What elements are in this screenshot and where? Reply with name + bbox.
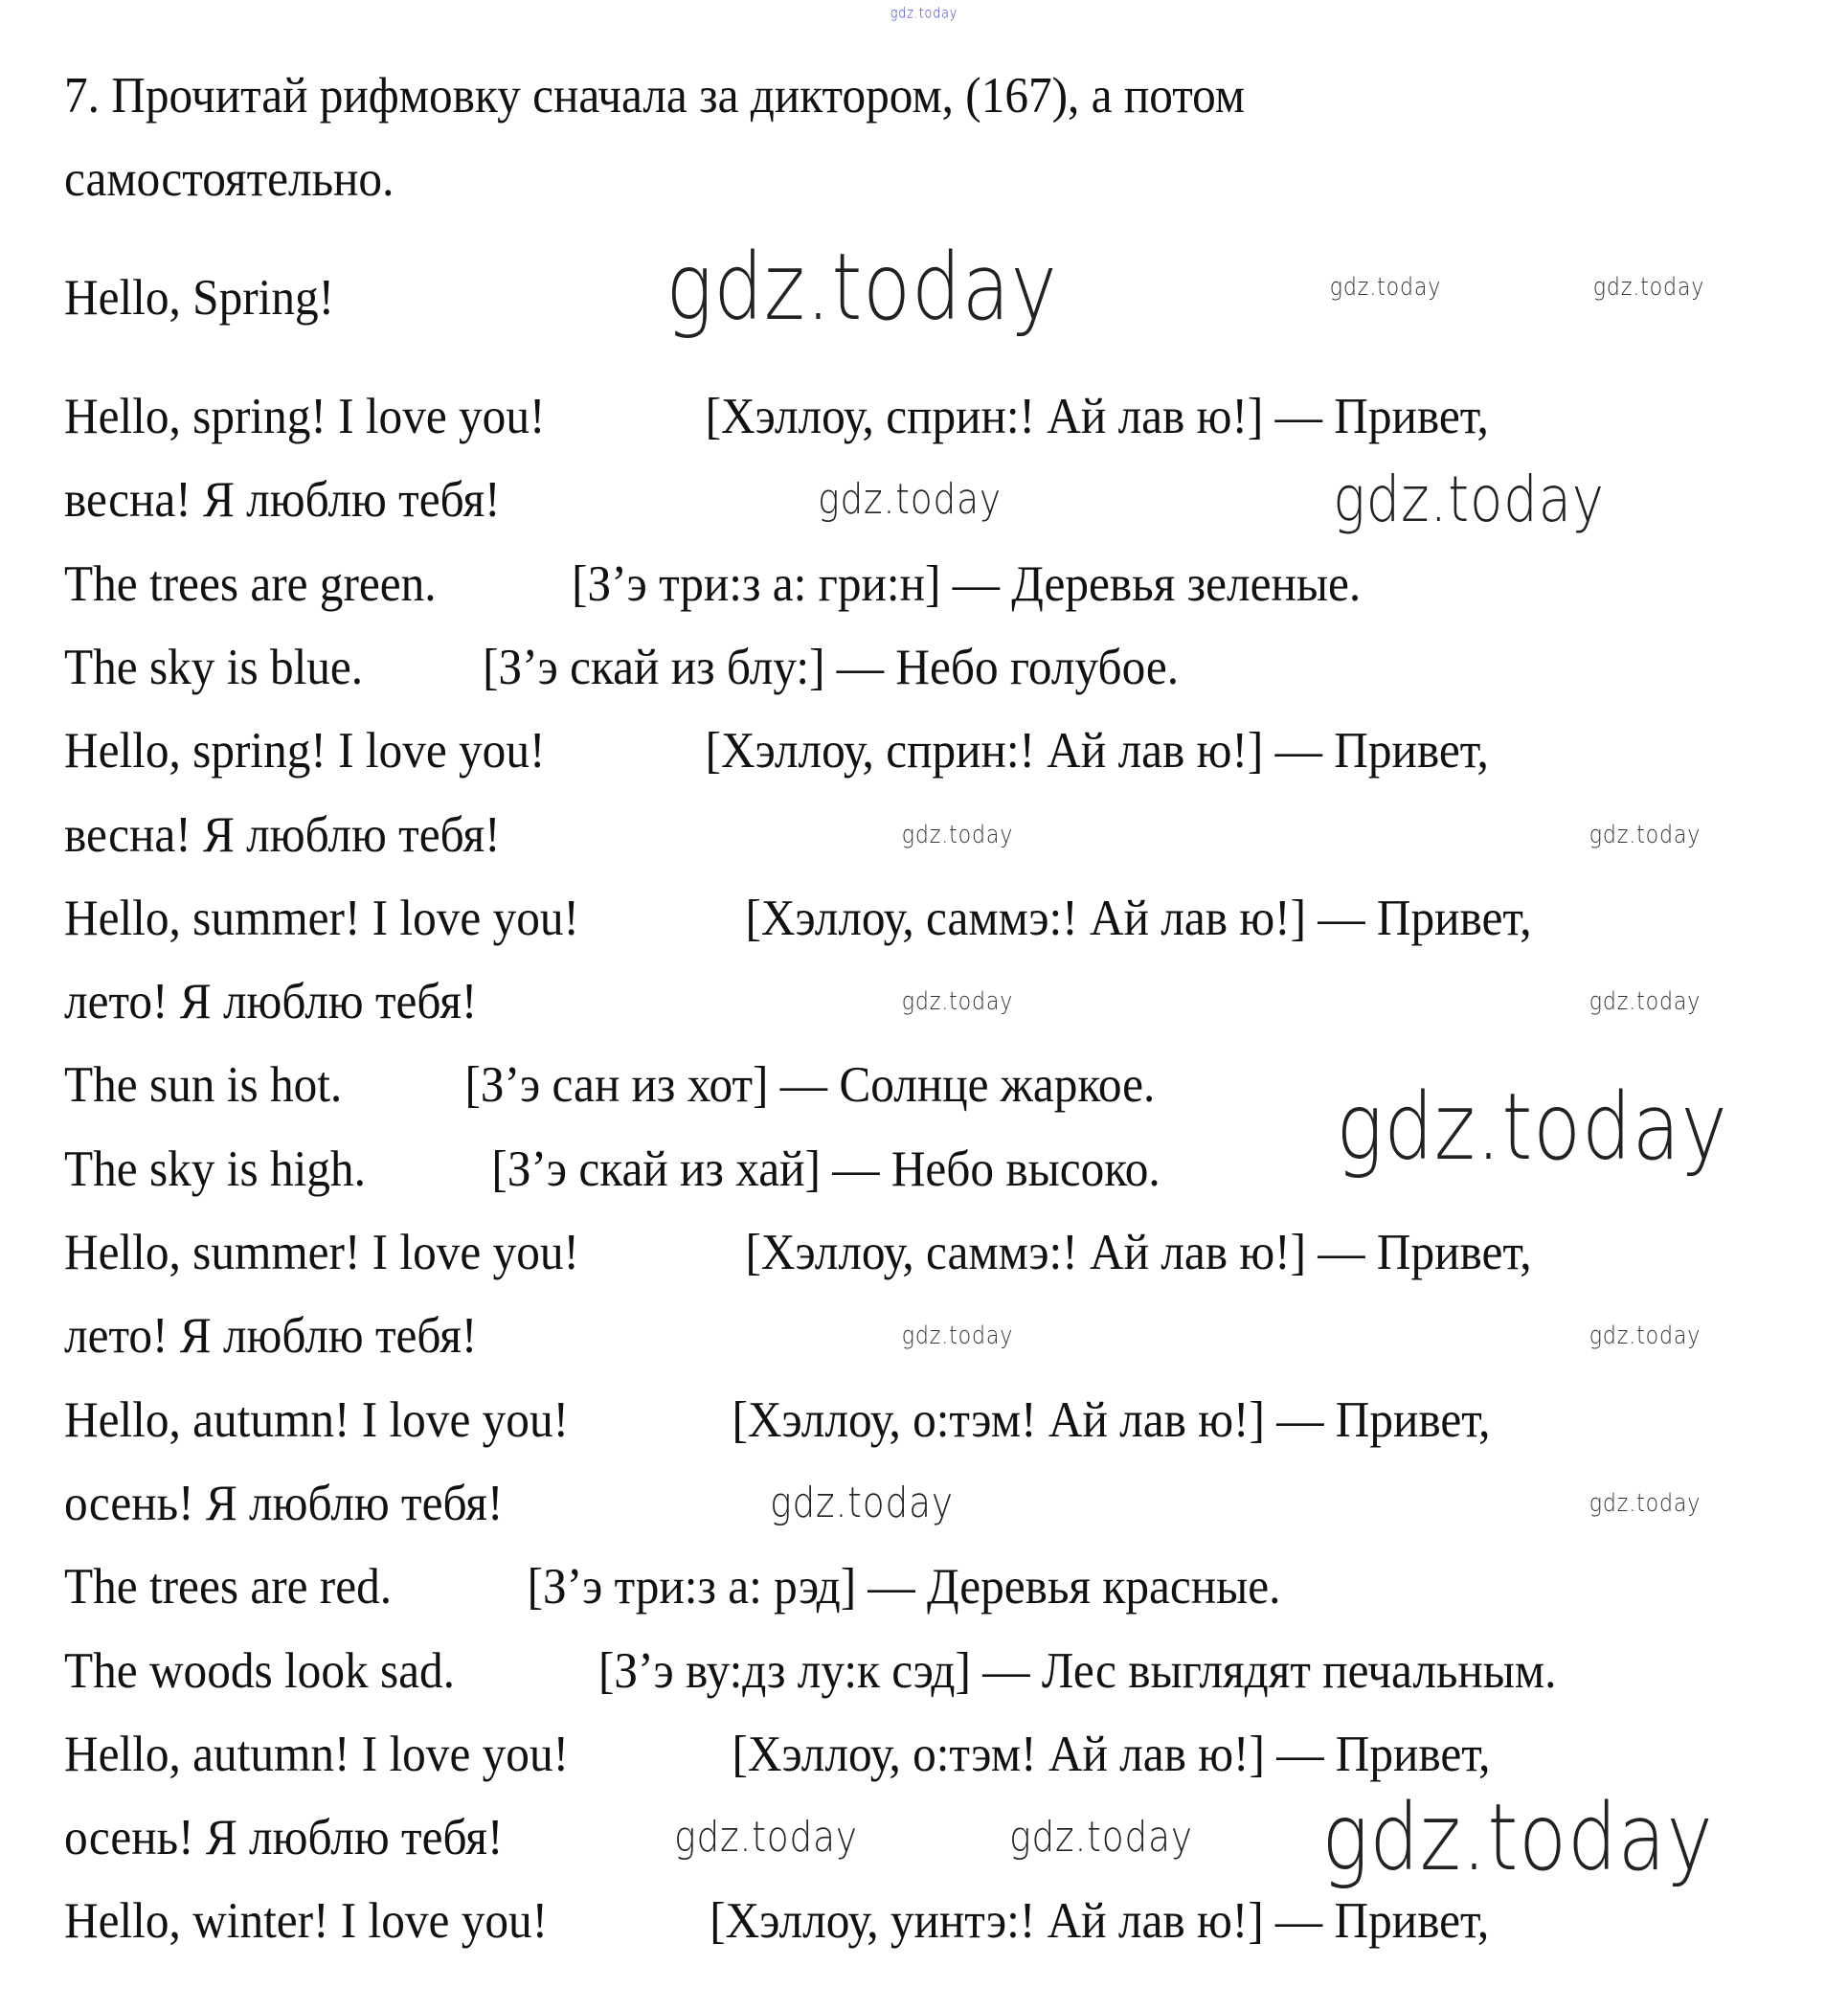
poem-line [64,1470,503,1537]
poem-line [64,634,1180,701]
poem-line-text: The woods look sad. [64,1642,455,1699]
poem-line-text: осень! Я люблю тебя! [64,1475,504,1531]
watermark: gdz.today [674,1813,858,1862]
poem-line [64,1136,1161,1203]
poem-line [64,1804,503,1871]
poem-line-text: The sky is blue. [64,639,364,695]
watermark: gdz.today [1589,1322,1702,1350]
poem-line-text: Hello, spring! I love you! [64,723,546,780]
poem-line-text: Hello, summer! I love you! [64,890,579,946]
transcription-translation: [З’э скай из блу:] — Небо голубое. [483,639,1180,695]
poem-line [64,1302,477,1369]
poem-line [64,885,1532,952]
task-heading-line-1: 7. Прочитай рифмовку сначала за диктором, (167), а потом [64,68,1246,124]
poem-line-text: весна! Я люблю тебя! [64,806,501,863]
transcription-translation: [З’э ву:дз лу:к сэд] — Лес выглядят печальным. [598,1642,1557,1699]
transcription-translation: [Хэллоу, сприн:! Ай лав ю!] — Привет, [705,389,1489,444]
transcription-translation: [Хэллоу, уинтэ:! Ай лав ю!] — Привет, [710,1893,1490,1950]
poem-line-text: весна! Я люблю тебя! [64,472,501,529]
watermark: gdz.today [1592,273,1705,302]
poem-line [64,383,1489,450]
watermark: gdz.today [770,1479,954,1527]
poem-line [64,466,501,533]
poem-line [64,1387,1491,1454]
poem-line-text: Hello, summer! I love you! [64,1225,579,1280]
watermark: gdz.today [818,475,1002,524]
watermark: gdz.today [1009,1813,1193,1862]
poem-line-text: The sun is hot. [64,1057,343,1114]
poem-title: Hello, Spring! [64,270,335,326]
poem-line [64,717,1489,784]
watermark: gdz.today [901,821,1014,849]
poem-line [64,802,501,869]
transcription-translation: [Хэллоу, сприн:! Ай лав ю!] — Привет, [705,723,1489,780]
poem-line [64,1887,1490,1955]
transcription-translation: [З’э три:з а: рэд] — Деревья красные. [527,1559,1281,1616]
watermark: gdz.today [665,234,1058,341]
watermark: gdz.today [901,987,1014,1016]
poem-line-text: The trees are green. [64,555,437,612]
poem-line [64,1051,1156,1118]
poem-line-text: Hello, winter! I love you! [64,1893,549,1950]
poem-line-text: Hello, autumn! I love you! [64,1726,570,1782]
watermark: gdz.today [1336,1073,1728,1181]
poem-line-text: лето! Я люблю тебя! [64,974,478,1030]
poem-line-text: лето! Я люблю тебя! [64,1308,478,1365]
transcription-translation: [З’э сан из хот] — Солнце жаркое. [464,1057,1156,1114]
task-heading-line-2: самостоятельно. [64,151,394,207]
transcription-translation: [Хэллоу, о:тэм! Ай лав ю!] — Привет, [732,1726,1491,1782]
watermark: gdz.today [901,1322,1014,1350]
poem-line [64,1219,1532,1286]
poem-line [64,968,477,1035]
transcription-translation: [Хэллоу, саммэ:! Ай лав ю!] — Привет, [745,890,1532,946]
watermark: gdz.today [1589,821,1702,849]
watermark: gdz.today [1333,463,1605,536]
poem-line [64,1638,1557,1705]
poem-line-text: The trees are red. [64,1559,393,1616]
poem-line [64,1553,1281,1620]
poem-line [64,1721,1491,1788]
poem-line [64,551,1362,618]
transcription-translation: [Хэллоу, саммэ:! Ай лав ю!] — Привет, [745,1225,1532,1280]
transcription-translation: [З’э три:з а: гри:н] — Деревья зеленые. [572,555,1362,612]
poem-line-text: The sky is high. [64,1141,366,1197]
watermark: gdz.today [1589,1489,1702,1518]
watermark: gdz.today [1589,987,1702,1016]
poem-line-text: Hello, spring! I love you! [64,389,546,444]
watermark: gdz.today [1329,273,1442,302]
transcription-translation: [З’э скай из хай] — Небо высоко. [491,1141,1161,1197]
watermark: gdz.today [890,4,958,22]
watermark: gdz.today [1321,1784,1714,1891]
poem-line-text: Hello, autumn! I love you! [64,1391,570,1448]
transcription-translation: [Хэллоу, о:тэм! Ай лав ю!] — Привет, [732,1391,1491,1448]
poem-line-text: осень! Я люблю тебя! [64,1810,504,1866]
